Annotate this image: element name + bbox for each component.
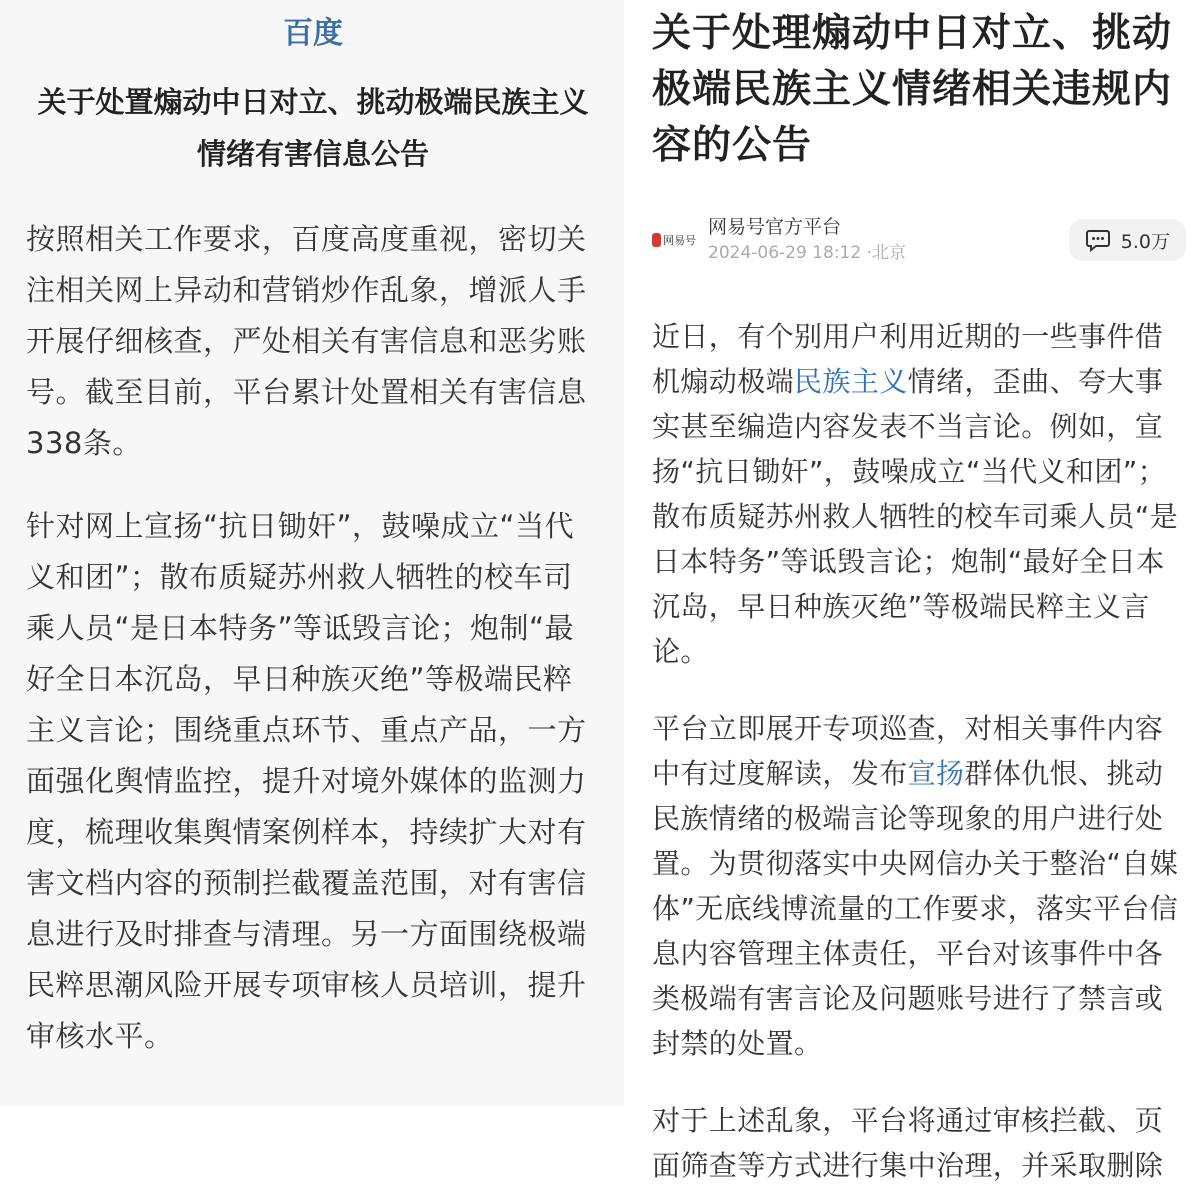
left-article-title: 关于处置煽动中日对立、挑动极端民族主义情绪有害信息公告 xyxy=(37,85,589,171)
panel-divider xyxy=(624,0,638,1106)
propagate-link[interactable]: 宣扬 xyxy=(907,757,965,790)
author-info xyxy=(708,214,906,266)
nationalism-link[interactable]: 民族主义 xyxy=(794,365,908,398)
comment-bubble-icon xyxy=(1085,228,1111,252)
comment-count: 5.0万 xyxy=(1120,230,1170,253)
right-article-body xyxy=(652,314,1186,1188)
baidu-announcement-panel xyxy=(0,0,624,1106)
left-paragraph: 针对网上宣扬“抗日锄奸”，鼓噪成立“当代义和团”；散布质疑苏州救人牺牲的校车司乘人员“是日本特务”等诋毁言论；炮制“最好全日本沉岛，早日种族灭绝”等极端民粹主义言论；围绕重点环节、重点产品，一方面强化舆情监控，提升对境外媒体的监测力度，梳理收集舆情案例样本，持续扩大对有害文档内容的预制拦截覆盖范围，对有害信息进行及时排查与清理。另一方面围绕极端民粹思潮风险开展专项审核人员培训，提升审核水平。 xyxy=(26,509,587,1053)
netease-announcement-panel xyxy=(638,0,1200,1182)
comment-button[interactable] xyxy=(1069,219,1186,261)
netease-logo-icon[interactable]: 网易号 xyxy=(652,232,696,248)
right-article-title: 关于处理煽动中日对立、挑动极端民族主义情绪相关违规内容的公告 xyxy=(652,11,1173,168)
publish-date: 2024-06-29 18:12 ·北京 xyxy=(708,243,906,263)
left-paragraph: 按照相关工作要求，百度高度重视，密切关注相关网上异动和营销炒作乱象，增派人手开展仔细核查，严处相关有害信息和恶劣账号。截至目前，平台累计处置相关有害信息338条。 xyxy=(26,222,587,460)
source-name: 百度 xyxy=(283,16,343,51)
right-paragraph-2: 平台立即展开专项巡查，对相关事件内容中有过度解读，发布宣扬群体仇恨、挑动民族情绪的极端言论等现象的用户进行处置。为贯彻落实中央网信办关于整治“自媒体”无底线博流量的工作要求，落实平台信息内容管理主体责任，平台对该事件中各类极端有害言论及问题账号进行了禁言或封禁的处置。 xyxy=(652,712,1179,1060)
right-paragraph-3: 对于上述乱象，平台将通过审核拦截、页面筛查等方式进行集中治理，并采取删除 xyxy=(652,1104,1164,1182)
left-article-body xyxy=(26,214,600,1062)
right-paragraph-1: 近日，有个别用户利用近期的一些事件借机煽动极端民族主义情绪，歪曲、夸大事实甚至编造内容发表不当言论。例如，宣扬“抗日锄奸”，鼓噪成立“当代义和团”；散布质疑苏州救人牺牲的校车司乘人员“是日本特务”等诋毁言论；炮制“最好全日本沉岛，早日种族灭绝”等极端民粹主义言论。 xyxy=(652,320,1179,668)
author-name[interactable]: 网易号官方平台 xyxy=(708,216,842,238)
article-meta xyxy=(652,212,1186,268)
